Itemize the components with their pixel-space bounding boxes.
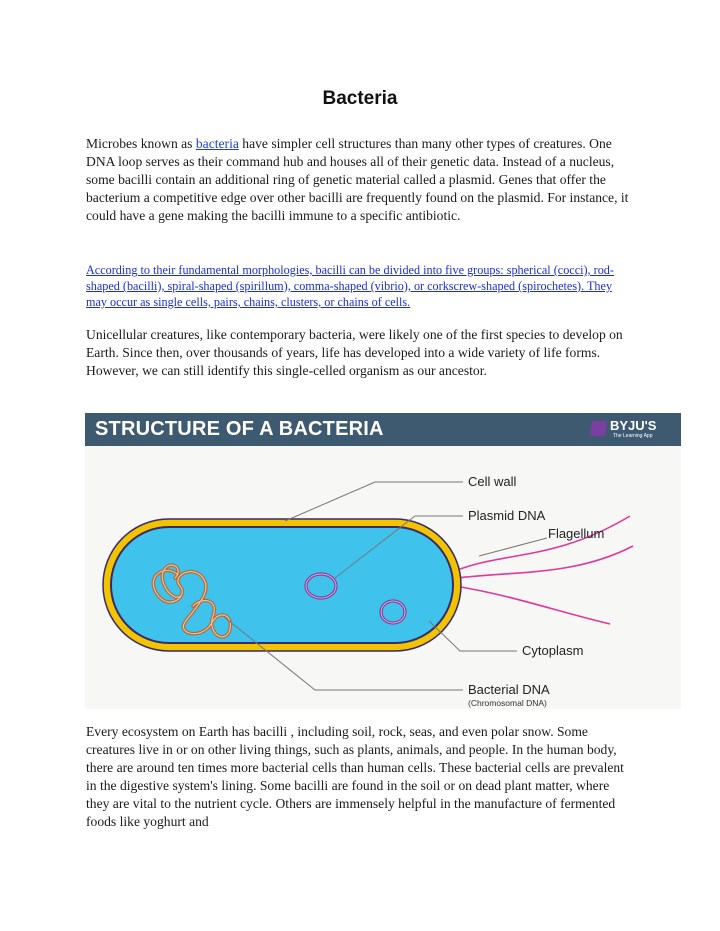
intro-paragraph <box>86 135 636 225</box>
figure-diagram <box>85 446 681 709</box>
brand-name: BYJU'S <box>610 418 657 433</box>
plasmid-dna-label: Plasmid DNA <box>468 508 546 523</box>
bacteria-diagram-svg <box>85 446 681 709</box>
cell-wall-leader <box>285 482 463 521</box>
bacterial-dna-label: Bacterial DNA <box>468 682 550 697</box>
cytoplasm-label: Cytoplasm <box>522 643 584 658</box>
cell-wall-label: Cell wall <box>468 474 517 489</box>
page-title: Bacteria <box>322 88 398 109</box>
chromosomal-dna-label: (Chromosomal DNA) <box>468 698 547 708</box>
flagellum-leader <box>479 538 547 556</box>
intro-text-before: Microbes known as <box>86 136 196 151</box>
flagellum-label: Flagellum <box>548 526 605 541</box>
bacteria-link[interactable]: bacteria <box>195 136 239 151</box>
evolution-paragraph: Unicellular creatures, like contemporary bacteria, were likely one of the first species to develop on Earth. Since then, over thousands of years, life has developed into a wide variety of life forms. However, we can still identify this single-celled organism as our ancestor. <box>86 327 623 378</box>
flagellum-icon <box>455 516 633 624</box>
intro-text-after: have simpler cell structures than many other types of creatures. One DNA loop serves as their command hub and houses all of their genetic data. Instead of a nucleus, some bacilli contain an additional ring of genetic material called a plasmid. Genes that offer the bacterium a competitive edge over other bacilli are frequently found on the plasmid. For instance, it could have a gene making the bacilli immune to a specific antibiotic. <box>86 136 629 223</box>
brand-logo-icon <box>590 421 607 436</box>
morphology-link-paragraph[interactable]: According to their fundamental morphologies, bacilli can be divided into five groups: spherical (cocci), rod-shaped (bacilli), spiral-shaped (spirillum), comma-shaped (vibrio), or corkscrew-shaped (spirochetes). They may occur as single cells, pairs, chains, clusters, or chains of cells. <box>86 263 614 309</box>
brand-logo <box>591 418 673 440</box>
figure-title: STRUCTURE OF A BACTERIA <box>95 418 384 440</box>
brand-tagline: The Learning App <box>613 433 653 439</box>
bacteria-structure-figure <box>85 413 681 709</box>
ecosystem-paragraph: Every ecosystem on Earth has bacilli , including soil, rock, seas, and even polar snow. Some creatures live in or on other living things, such as plants, animals, and people. In the human body, there are around ten times more bacterial cells than human cells. These bacterial cells are prevalent in the digestive system's lining. Some bacilli are found in the soil or on dead plant matter, where they are vital to the nutrient cycle. Others are immensely helpful in the manufacture of fermented foods like yoghurt and <box>86 724 624 829</box>
figure-header <box>85 413 681 446</box>
